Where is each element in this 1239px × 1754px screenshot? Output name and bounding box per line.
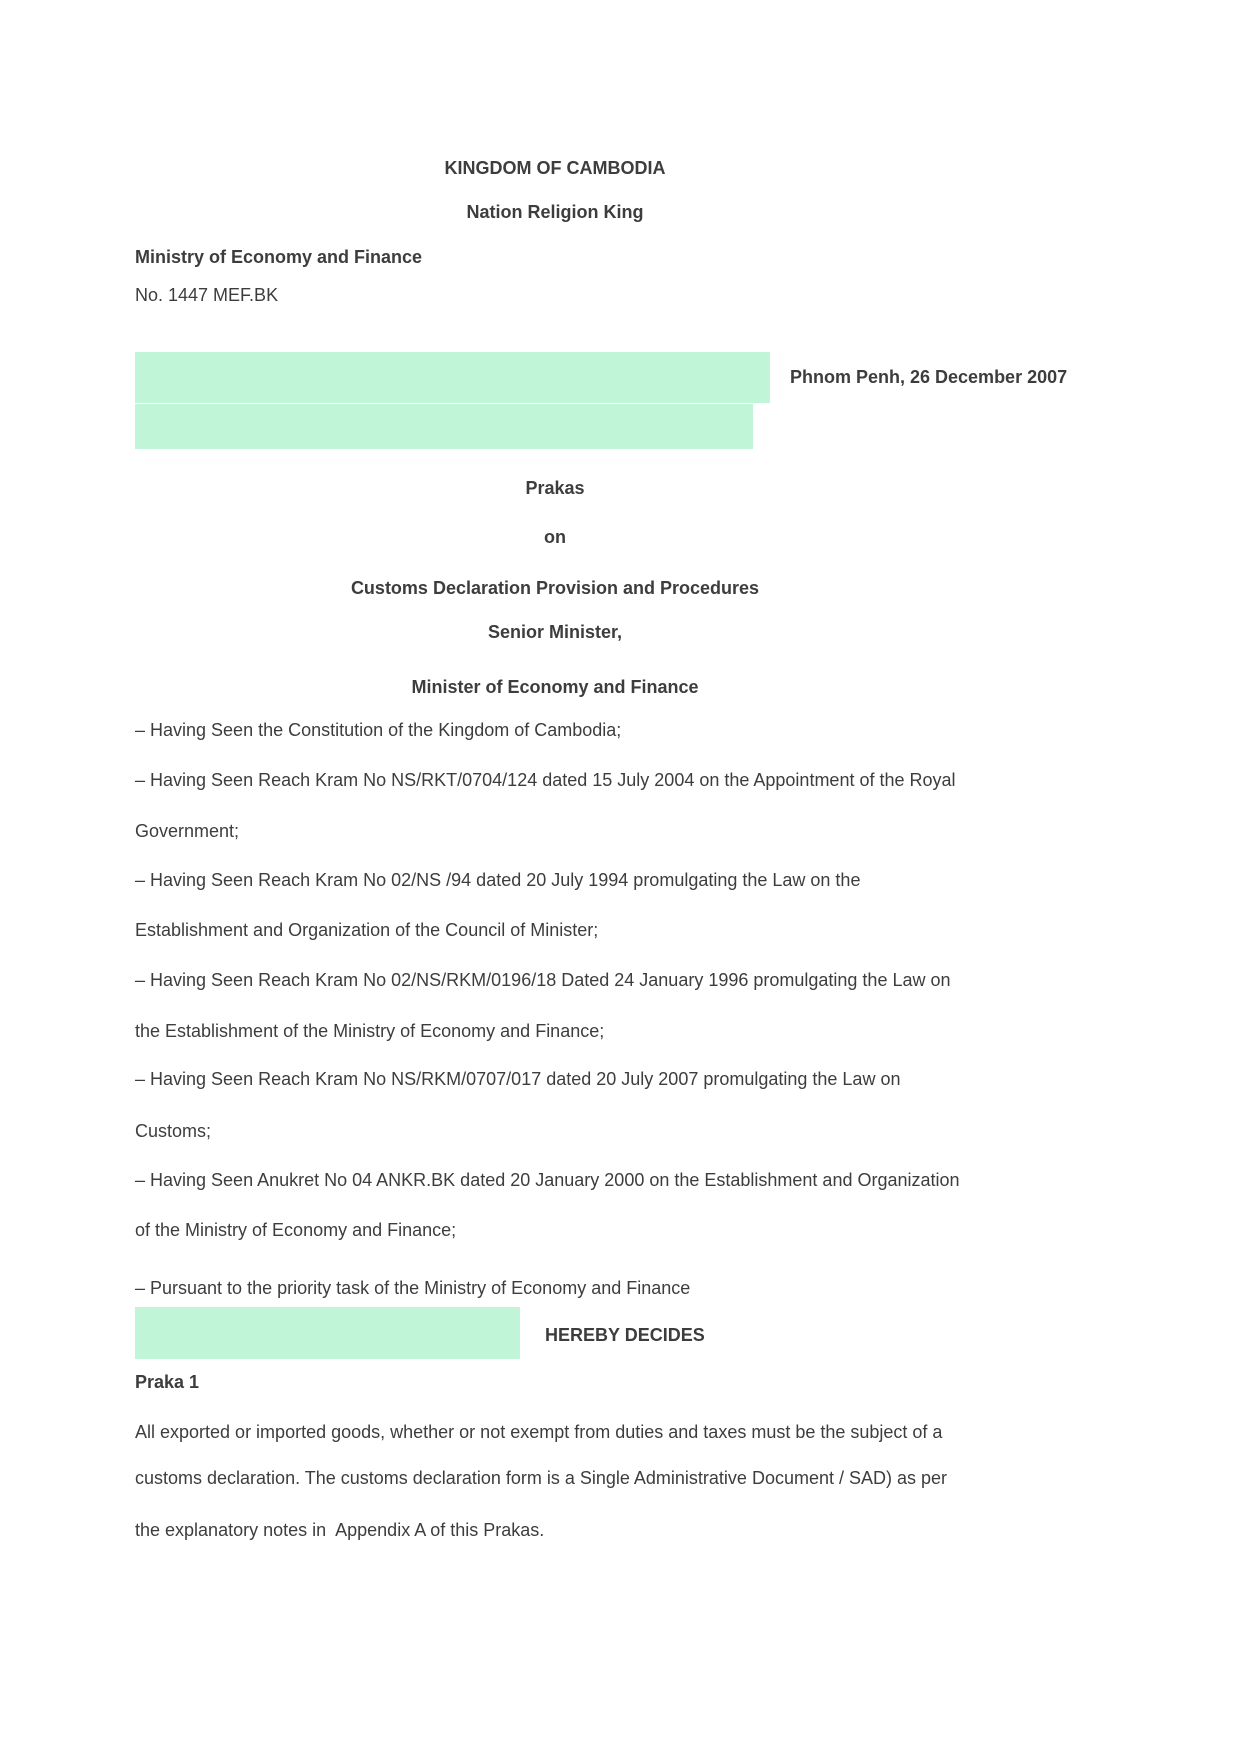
place-and-date: Phnom Penh, 26 December 2007 (790, 367, 1068, 387)
title-subject: Customs Declaration Provision and Procedures (350, 578, 760, 598)
document-number: No. 1447 MEF.BK (135, 285, 279, 305)
preamble-line: – Having Seen the Constitution of the Kingdom of Cambodia; (135, 720, 622, 740)
title-on: on (544, 527, 566, 547)
title-senior-minister: Senior Minister, (487, 622, 623, 642)
preamble-line: – Having Seen Reach Kram No NS/RKT/0704/124 dated 15 July 2004 on the Appointment of the Royal (135, 770, 956, 790)
preamble-line: – Having Seen Reach Kram No 02/NS /94 dated 20 July 1994 promulgating the Law on the (135, 870, 861, 890)
preamble-line: the Establishment of the Ministry of Economy and Finance; (135, 1021, 605, 1041)
praka-1-heading: Praka 1 (135, 1372, 200, 1392)
hereby-decides: HEREBY DECIDES (545, 1325, 705, 1345)
redaction-highlight-2 (135, 404, 753, 449)
preamble-line: – Pursuant to the priority task of the Ministry of Economy and Finance (135, 1278, 691, 1298)
preamble-line: – Having Seen Reach Kram No 02/NS/RKM/0196/18 Dated 24 January 1996 promulgating the Law on (135, 970, 951, 990)
preamble-line: – Having Seen Reach Kram No NS/RKM/0707/017 dated 20 July 2007 promulgating the Law on (135, 1069, 901, 1089)
praka-1-text-line: customs declaration. The customs declaration form is a Single Administrative Document / SAD) as per (135, 1468, 948, 1488)
title-minister: Minister of Economy and Finance (411, 677, 699, 697)
preamble-line: – Having Seen Anukret No 04 ANKR.BK dated 20 January 2000 on the Establishment and Organization (135, 1170, 960, 1190)
preamble-line: Establishment and Organization of the Council of Minister; (135, 920, 599, 940)
praka-1-text-line: All exported or imported goods, whether or not exempt from duties and taxes must be the subject of a (135, 1422, 943, 1442)
redaction-highlight-3 (135, 1307, 520, 1359)
redaction-highlight-1 (135, 352, 770, 403)
kingdom-title: KINGDOM OF CAMBODIA (444, 158, 666, 178)
preamble-line: Customs; (135, 1121, 212, 1141)
preamble-line: of the Ministry of Economy and Finance; (135, 1220, 457, 1240)
ministry-name: Ministry of Economy and Finance (135, 247, 423, 267)
national-motto: Nation Religion King (466, 202, 644, 222)
preamble-line: Government; (135, 821, 240, 841)
praka-1-text-line: the explanatory notes in Appendix A of this Prakas. (135, 1520, 545, 1540)
title-prakas: Prakas (525, 478, 585, 498)
